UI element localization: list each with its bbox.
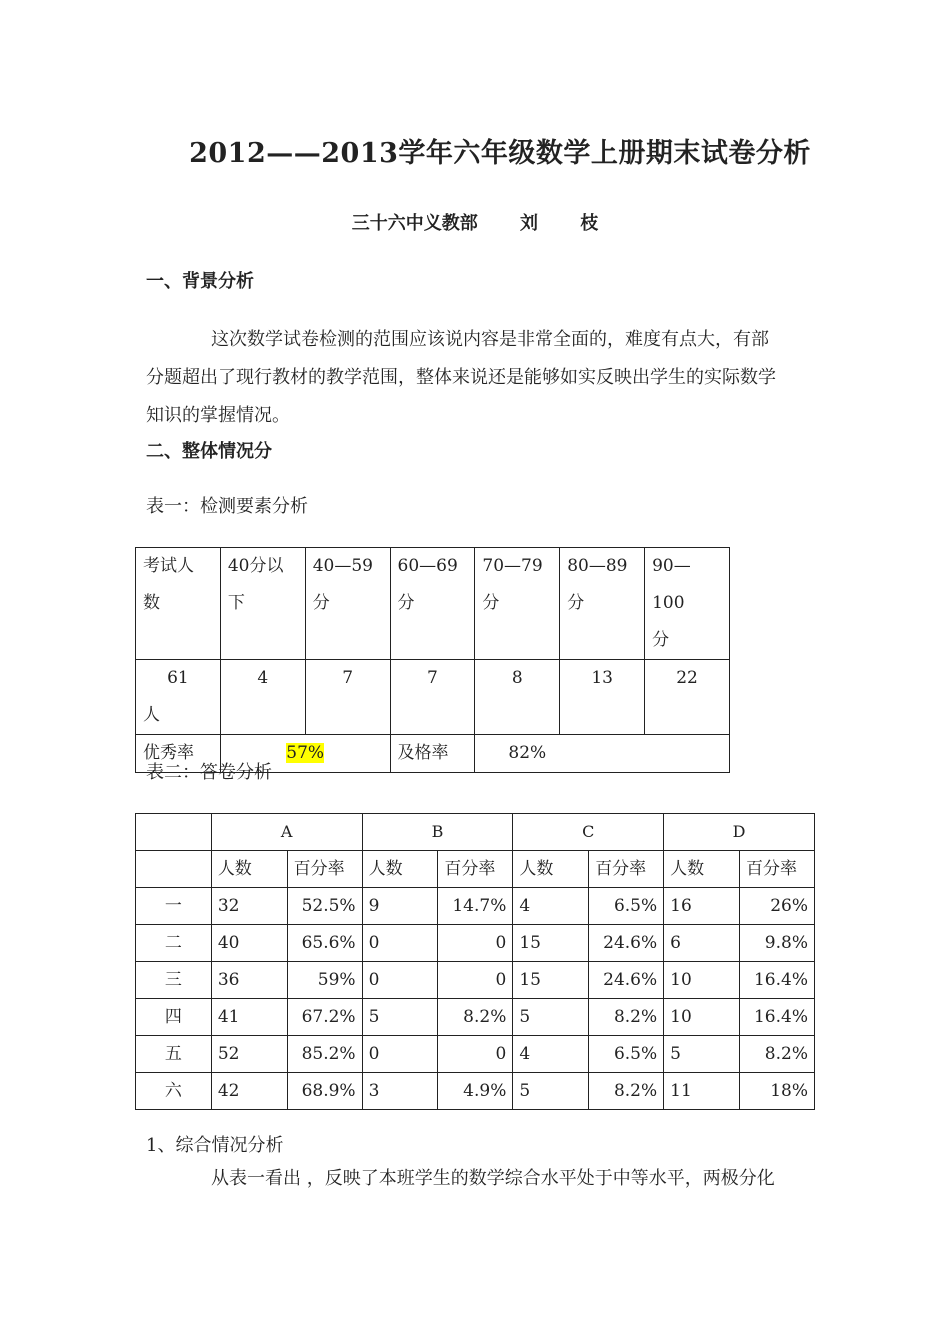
subheader-cell: 百分率 [739,851,814,888]
count-cell: 5 [664,1036,740,1073]
header-cell: 90—100 分 [645,548,730,660]
data-cell: 7 [390,660,475,735]
row-label: 四 [136,999,212,1036]
table1-caption: 表一：检测要素分析 [146,496,308,517]
percent-cell: 6.5% [589,1036,664,1073]
row-label: 二 [136,925,212,962]
count-cell: 0 [362,1036,438,1073]
table-group-header-row [136,814,815,851]
count-cell: 10 [664,999,740,1036]
percent-cell: 65.6% [287,925,362,962]
data-cell: 13 [560,660,645,735]
author-line: 三十六中义教部 刘 枝 [351,213,599,234]
percent-cell: 59% [287,962,362,999]
row-label: 一 [136,888,212,925]
group-header-c: C [513,814,664,851]
percent-cell: 6.5% [589,888,664,925]
subheader-cell: 人数 [664,851,740,888]
section-heading-background: 一、背景分析 [146,271,254,292]
header-cell: 80—89 分 [560,548,645,660]
count-cell: 3 [362,1073,438,1110]
count-cell: 5 [513,999,589,1036]
percent-cell: 8.2% [438,999,513,1036]
row-label: 六 [136,1073,212,1110]
paragraph-line: 这次数学试卷检测的范围应该说内容是非常全面的，难度有点大，有部 [211,329,769,350]
table-row [136,888,815,925]
count-cell: 10 [664,962,740,999]
percent-cell: 67.2% [287,999,362,1036]
table-row [136,999,815,1036]
count-cell: 52 [211,1036,287,1073]
percent-cell: 16.4% [739,962,814,999]
percent-cell: 4.9% [438,1073,513,1110]
count-cell: 9 [362,888,438,925]
table-row [136,962,815,999]
percent-cell: 9.8% [739,925,814,962]
count-cell: 15 [513,962,589,999]
pass-rate-label: 及格率 [390,735,475,773]
group-header-b: B [362,814,513,851]
percent-cell: 0 [438,1036,513,1073]
percent-cell: 18% [739,1073,814,1110]
pass-rate-value: 82% [475,735,730,773]
percent-cell: 0 [438,925,513,962]
count-cell: 5 [513,1073,589,1110]
percent-cell: 8.2% [589,1073,664,1110]
subheader-cell: 人数 [211,851,287,888]
excellent-rate-value: 57% [286,743,325,763]
table-row [136,660,730,735]
header-cell: 40—59 分 [305,548,390,660]
count-cell: 40 [211,925,287,962]
data-cell: 22 [645,660,730,735]
answer-analysis-table [135,813,815,1110]
count-cell: 6 [664,925,740,962]
count-cell: 4 [513,1036,589,1073]
row-label: 五 [136,1036,212,1073]
subheader-cell: 百分率 [438,851,513,888]
paragraph-line: 分题超出了现行教材的教学范围，整体来说还是能够如实反映出学生的实际数学 [146,367,776,388]
percent-cell: 24.6% [589,962,664,999]
table-subheader-row [136,851,815,888]
data-cell: 8 [475,660,560,735]
group-header-d: D [664,814,815,851]
count-cell: 15 [513,925,589,962]
table-row [136,1073,815,1110]
count-cell: 0 [362,925,438,962]
percent-cell: 52.5% [287,888,362,925]
table-row [136,1036,815,1073]
percent-cell: 26% [739,888,814,925]
subsection-heading: 1、综合情况分析 [146,1135,284,1156]
percent-cell: 14.7% [438,888,513,925]
paragraph-line: 知识的掌握情况。 [146,405,290,426]
corner-cell [136,814,212,851]
count-cell: 0 [362,962,438,999]
table-header-row [136,548,730,660]
subheader-cell: 人数 [362,851,438,888]
table-row [136,925,815,962]
data-cell: 7 [305,660,390,735]
percent-cell: 24.6% [589,925,664,962]
percent-cell: 8.2% [739,1036,814,1073]
table2-caption: 表二：答卷分析 [146,762,272,783]
percent-cell: 0 [438,962,513,999]
header-cell: 70—79 分 [475,548,560,660]
count-cell: 42 [211,1073,287,1110]
count-cell: 32 [211,888,287,925]
corner-cell [136,851,212,888]
row-label: 三 [136,962,212,999]
document-title: 2012——2013学年六年级数学上册期末试卷分析 [189,138,811,169]
group-header-a: A [211,814,362,851]
header-cell: 60—69 分 [390,548,475,660]
count-cell: 41 [211,999,287,1036]
data-cell: 4 [220,660,305,735]
percent-cell: 85.2% [287,1036,362,1073]
subheader-cell: 百分率 [287,851,362,888]
subheader-cell: 人数 [513,851,589,888]
excellent-rate-label: 优秀率 [136,735,221,773]
percent-cell: 8.2% [589,999,664,1036]
subheader-cell: 百分率 [589,851,664,888]
count-cell: 5 [362,999,438,1036]
count-cell: 36 [211,962,287,999]
score-distribution-table [135,547,730,773]
percent-cell: 68.9% [287,1073,362,1110]
percent-cell: 16.4% [739,999,814,1036]
paragraph-line: 从表一看出 ，反映了本班学生的数学综合水平处于中等水平，两极分化 [211,1168,775,1189]
header-cell: 考试人 数 [136,548,221,660]
data-cell: 61 人 [136,660,221,735]
count-cell: 16 [664,888,740,925]
count-cell: 4 [513,888,589,925]
count-cell: 11 [664,1073,740,1110]
section-heading-overall: 二、整体情况分 [146,441,272,462]
header-cell: 40分以 下 [220,548,305,660]
